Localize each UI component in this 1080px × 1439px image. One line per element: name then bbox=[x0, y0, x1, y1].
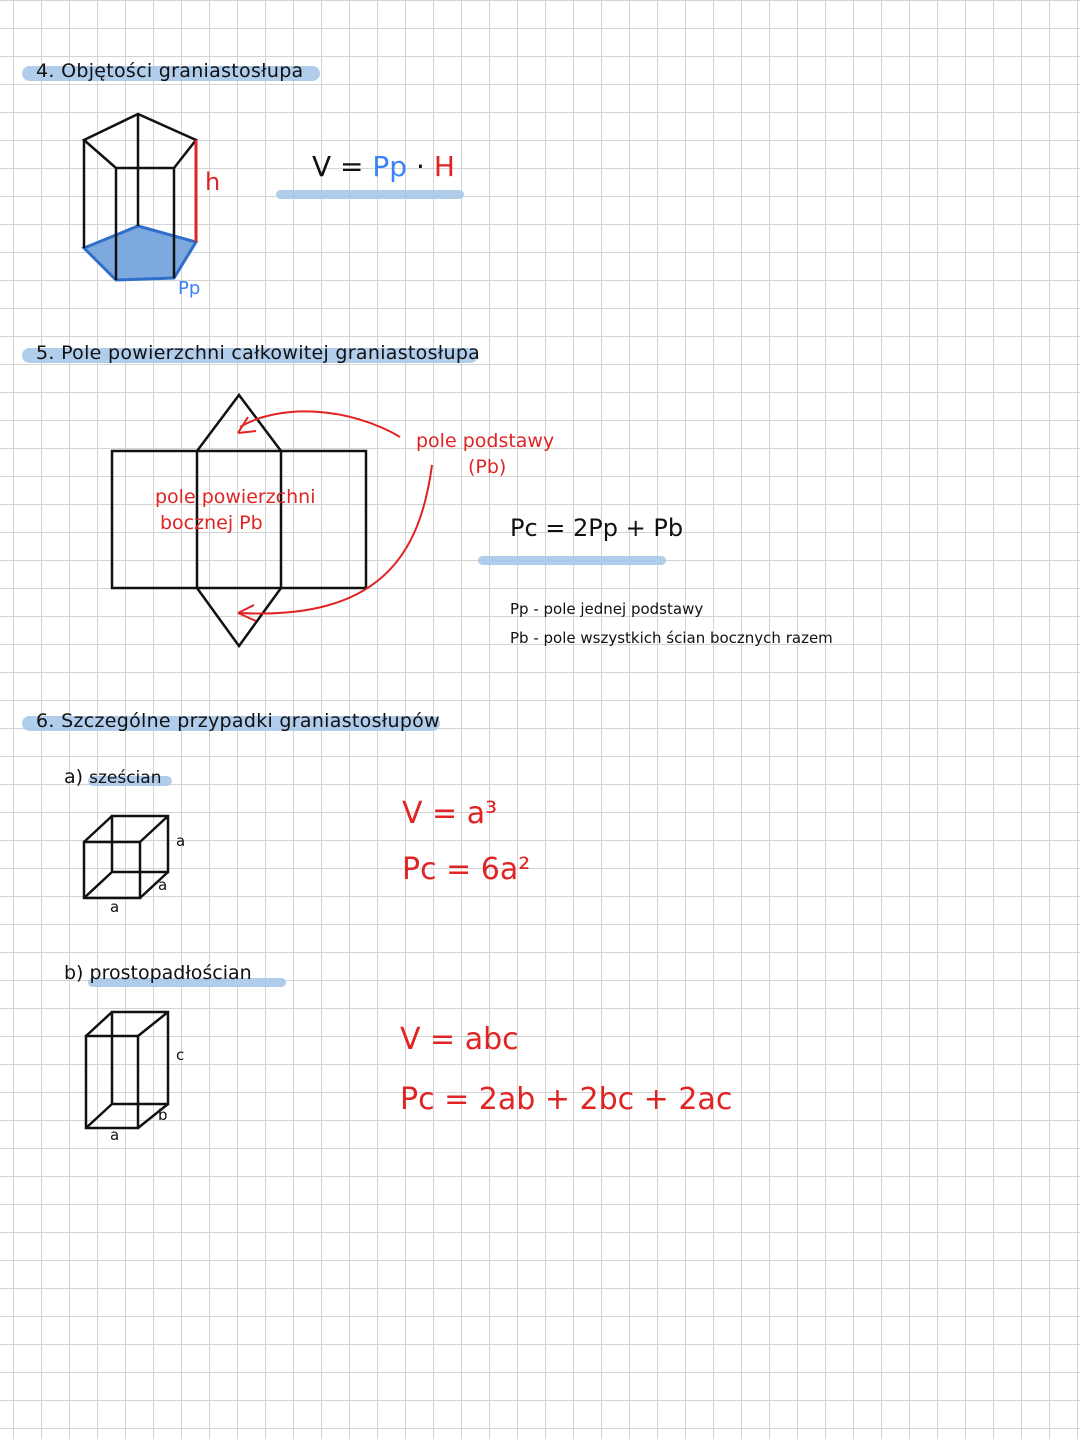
legend-pp: Pp - pole jednej podstawy bbox=[510, 600, 704, 618]
surface-formula: Pc = 2Pp + Pb bbox=[510, 514, 684, 542]
volume-formula-h: H bbox=[433, 150, 455, 183]
cube-name: sześcian bbox=[89, 768, 162, 788]
cube-marker-label: a) bbox=[64, 766, 84, 788]
cuboid-label-b: b bbox=[158, 1106, 168, 1124]
section-5-heading bbox=[36, 342, 480, 364]
formula-highlight-volume bbox=[276, 190, 464, 199]
volume-formula-pp: Pp bbox=[372, 150, 408, 183]
cube-marker bbox=[64, 766, 161, 788]
cuboid-label-c: c bbox=[176, 1046, 185, 1064]
cuboid-surface-formula: Pc = 2ab + 2bc + 2ac bbox=[400, 1082, 733, 1117]
base-area-note: pole podstawy bbox=[416, 430, 555, 452]
cube-figure bbox=[80, 812, 190, 912]
cube-surface-formula: Pc = 6a² bbox=[402, 852, 531, 887]
volume-formula-v: V = bbox=[312, 150, 364, 183]
cuboid-volume-formula: V = abc bbox=[400, 1022, 519, 1057]
cube-edge-label-depth: a bbox=[158, 876, 168, 894]
section-5-number: 5. bbox=[36, 342, 55, 364]
hexagonal-prism-figure bbox=[76, 108, 236, 308]
legend-pb: Pb - pole wszystkich ścian bocznych razem bbox=[510, 629, 833, 647]
height-label: h bbox=[205, 168, 221, 196]
prism-base-fill bbox=[84, 226, 196, 280]
volume-formula bbox=[312, 150, 455, 183]
section-4-title: Objętości graniastosłupa bbox=[61, 60, 304, 82]
arrow-to-top-base bbox=[240, 411, 400, 437]
formula-highlight-surface bbox=[478, 556, 666, 565]
base-area-symbol: (Pb) bbox=[468, 456, 507, 478]
cube-edge-label-right: a bbox=[176, 832, 186, 850]
cuboid-marker-label: b) bbox=[64, 962, 84, 984]
cuboid-marker bbox=[64, 962, 252, 984]
section-4-heading bbox=[36, 60, 304, 82]
section-6-heading bbox=[36, 710, 440, 732]
cuboid-name: prostopadłościan bbox=[89, 962, 252, 984]
section-6-title: Szczególne przypadki graniastosłupów bbox=[61, 710, 440, 732]
cube-edge-label-bottom: a bbox=[110, 898, 120, 916]
section-6-number: 6. bbox=[36, 710, 55, 732]
section-4-number: 4. bbox=[36, 60, 55, 82]
cuboid-label-a: a bbox=[110, 1126, 120, 1144]
lateral-area-note-line2: bocznej Pb bbox=[160, 512, 263, 534]
cuboid-figure bbox=[80, 1008, 190, 1138]
base-area-label: Pp bbox=[178, 278, 201, 299]
lateral-area-note-line1: pole powierzchni bbox=[155, 486, 316, 508]
cube-volume-formula: V = a³ bbox=[402, 796, 498, 831]
volume-formula-dot: · bbox=[416, 150, 425, 183]
section-5-title: Pole powierzchni całkowitej graniastosłupa bbox=[61, 342, 481, 364]
